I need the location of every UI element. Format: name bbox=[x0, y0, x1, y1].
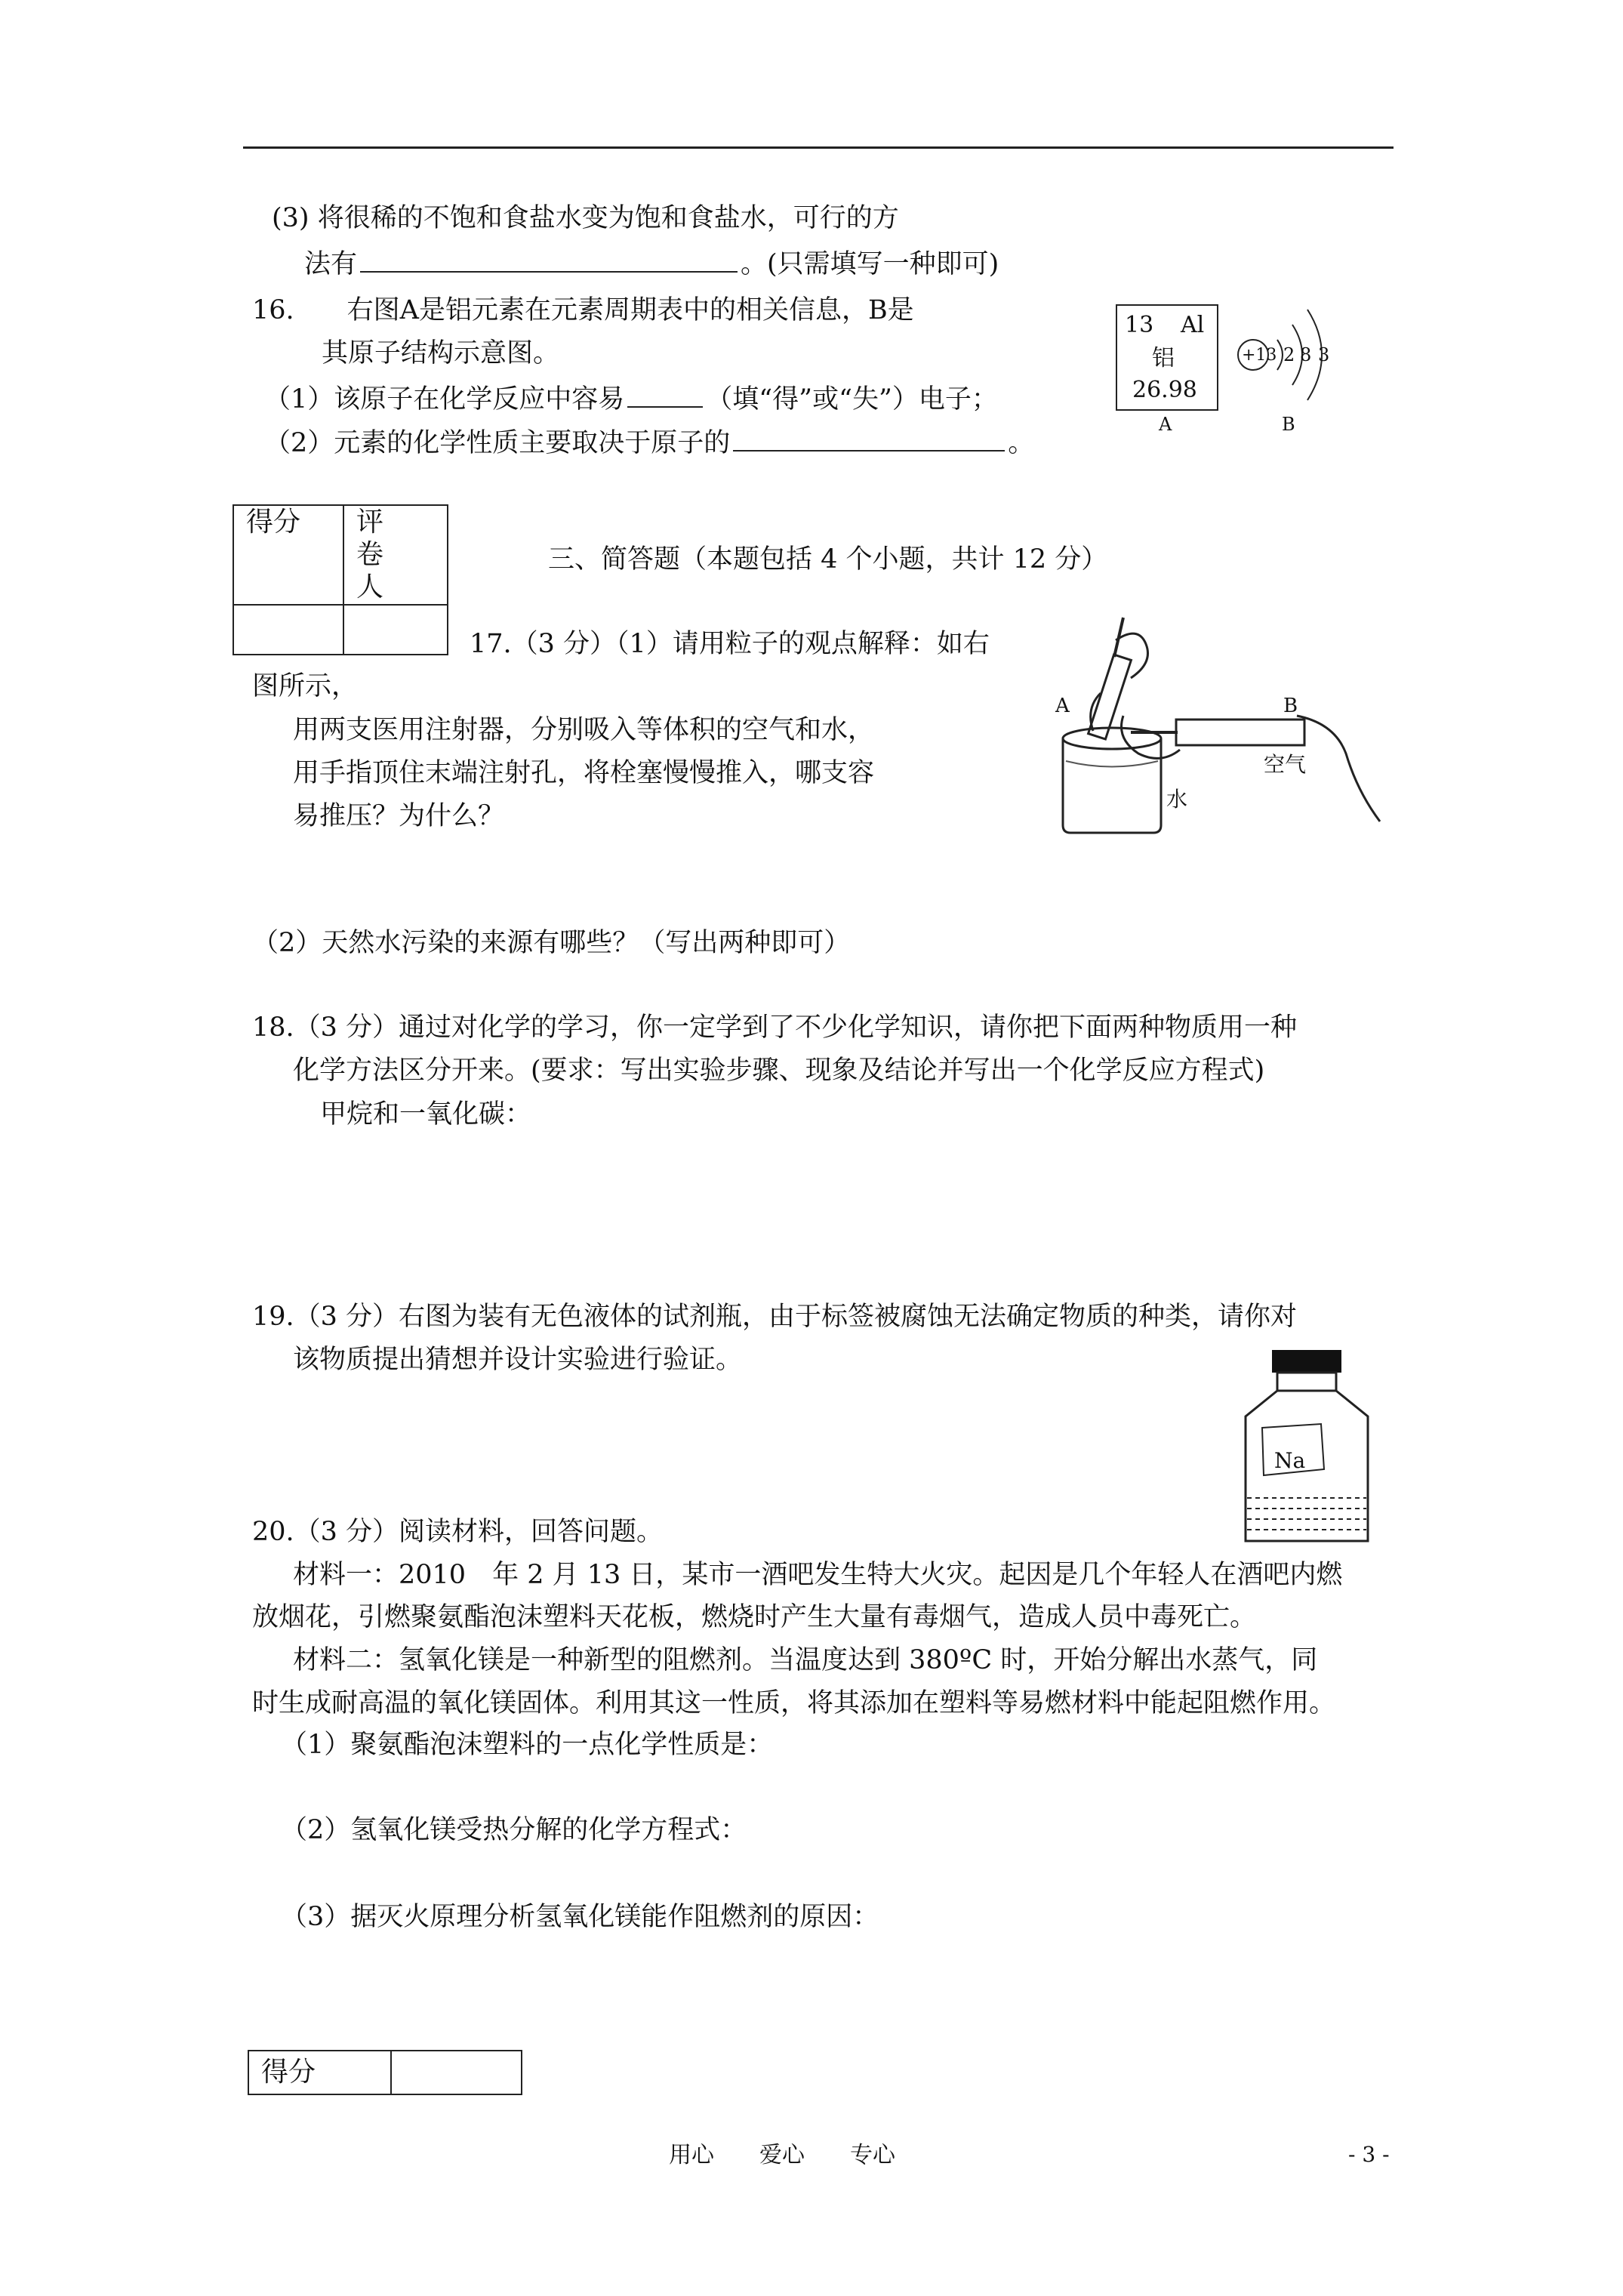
q16-line1: 16. 右图A是铝元素在元素周期表中的相关信息，B是 bbox=[252, 295, 914, 325]
atom-shell-3-electrons: 3 bbox=[1318, 344, 1330, 365]
page-number: - 3 - bbox=[1348, 2142, 1390, 2167]
q16-part2-blank[interactable] bbox=[733, 424, 1005, 451]
q16-part1-blank[interactable] bbox=[627, 381, 703, 408]
score-cell[interactable] bbox=[233, 605, 343, 655]
q20-part3: （3）据灭火原理分析氢氧化镁能作阻燃剂的原因： bbox=[281, 1902, 879, 1932]
bottle-label-text: Na bbox=[1274, 1448, 1306, 1473]
q20-part1: （1）聚氨酯泡沫塑料的一点化学性质是： bbox=[281, 1730, 774, 1760]
syringe-b-barrel bbox=[1176, 720, 1304, 745]
bottle-neck bbox=[1277, 1373, 1336, 1391]
q19-line1: 19.（3 分）右图为装有无色液体的试剂瓶，由于标签被腐蚀无法确定物质的种类，请你对 bbox=[252, 1302, 1298, 1332]
q20-material2-line2: 时生成耐高温的氧化镁固体。利用其这一性质，将其添加在塑料等易燃材料中能起阻燃作用。 bbox=[252, 1688, 1336, 1718]
element-mass: 26.98 bbox=[1132, 377, 1197, 403]
atom-shell-1 bbox=[1277, 340, 1283, 370]
q17-line4: 用手指顶住末端注射孔，将栓塞慢慢推入，哪支容 bbox=[293, 758, 875, 788]
q18-line1: 18.（3 分）通过对化学的学习，你一定学到了不少化学知识，请你把下面两种物质用一种 bbox=[252, 1012, 1298, 1043]
syringe-b-label: B bbox=[1283, 695, 1298, 717]
atom-figure-label: B bbox=[1282, 414, 1295, 435]
grader-cell[interactable] bbox=[343, 605, 448, 655]
atom-shell-2-electrons: 8 bbox=[1300, 344, 1312, 365]
q15-part3-suffix: 。(只需填写一种即可) bbox=[741, 249, 999, 279]
q16-part1-suffix: （填“得”或“失”）电子； bbox=[706, 384, 998, 415]
element-symbol: Al bbox=[1181, 312, 1205, 338]
q16-line2: 其原子结构示意图。 bbox=[322, 338, 560, 368]
q20-material1-line2: 放烟花，引燃聚氨酯泡沫塑料天花板，燃烧时产生大量有毒烟气，造成人员中毒死亡。 bbox=[252, 1602, 1257, 1632]
q17-line5: 易推压？为什么？ bbox=[293, 801, 505, 831]
q17-part2: （2）天然水污染的来源有哪些？（写出两种即可） bbox=[252, 928, 851, 958]
element-figure-label: A bbox=[1159, 414, 1172, 435]
syringe-a-label: A bbox=[1055, 695, 1070, 717]
element-name: 铝 bbox=[1152, 345, 1175, 371]
q16-part2 bbox=[264, 424, 1034, 459]
q19-line2: 该物质提出猜想并设计实验进行验证。 bbox=[293, 1345, 743, 1375]
q16-part1 bbox=[264, 381, 998, 415]
element-number: 13 bbox=[1125, 312, 1154, 338]
score-header-text: 得分 bbox=[246, 507, 301, 538]
score-header-2 bbox=[248, 2051, 391, 2094]
air-label: 空气 bbox=[1264, 752, 1307, 777]
score-header bbox=[233, 505, 343, 605]
q20-material2-line1: 材料二：氢氧化镁是一种新型的阻燃剂。当温度达到 380ºC 时，开始分解出水蒸气，同 bbox=[293, 1645, 1318, 1675]
hand-b-left bbox=[1122, 716, 1181, 758]
q15-part3-prefix: 法有 bbox=[304, 249, 358, 279]
q20-line1: 20.（3 分）阅读材料，回答问题。 bbox=[252, 1517, 664, 1547]
syringe-figure bbox=[1048, 610, 1395, 837]
water-label: 水 bbox=[1166, 787, 1188, 812]
q16-part2-prefix: （2）元素的化学性质主要取决于原子的 bbox=[264, 428, 731, 458]
q15-answer-blank[interactable] bbox=[360, 245, 738, 273]
q15-part3-line1: (3) 将很稀的不饱和食盐水变为饱和食盐水，可行的方 bbox=[272, 203, 899, 233]
q16-part2-suffix: 。 bbox=[1008, 428, 1035, 458]
q16-part1-prefix: （1）该原子在化学反应中容易 bbox=[264, 384, 625, 415]
hand-b-right bbox=[1297, 716, 1380, 821]
hand-a bbox=[1091, 633, 1148, 731]
atom-nucleus-charge: +13 bbox=[1242, 346, 1277, 365]
q18-line2: 化学方法区分开来。(要求：写出实验步骤、现象及结论并写出一个化学反应方程式) bbox=[293, 1056, 1265, 1086]
element-cell bbox=[1116, 304, 1218, 411]
q20-material1-line1: 材料一：2010 年 2 月 13 日，某市一酒吧发生特大火灾。起因是几个年轻人在酒吧内燃 bbox=[293, 1560, 1343, 1590]
reagent-bottle bbox=[1230, 1348, 1381, 1545]
q15-part3-line2 bbox=[304, 245, 999, 280]
bottle-cap bbox=[1272, 1350, 1341, 1373]
footer-motto: 用心 爱心 专心 bbox=[669, 2142, 895, 2168]
syringe-a-barrel bbox=[1089, 655, 1132, 739]
q17-line3: 用两支医用注射器，分别吸入等体积的空气和水， bbox=[293, 715, 875, 745]
q20-part2: （2）氢氧化镁受热分解的化学方程式： bbox=[281, 1815, 747, 1845]
grader-header-line2: 人 bbox=[356, 572, 384, 603]
beaker bbox=[1063, 738, 1161, 833]
q17-line1: 17.（3 分）（1）请用粒子的观点解释：如右 bbox=[470, 629, 990, 659]
score-table-section3 bbox=[233, 504, 448, 655]
section-title: 三、简答题（本题包括 4 个小题，共计 12 分） bbox=[548, 544, 1108, 575]
atom-shell-1-electrons: 2 bbox=[1283, 344, 1295, 365]
grader-header-line1: 评 卷 bbox=[356, 507, 411, 571]
q17-line2: 图所示， bbox=[252, 671, 359, 701]
score-cell-2[interactable] bbox=[391, 2051, 522, 2094]
score-header-2-text: 得分 bbox=[261, 2057, 316, 2088]
beaker-water bbox=[1066, 761, 1158, 767]
grader-header bbox=[343, 505, 448, 605]
q18-line3: 甲烷和一氧化碳： bbox=[320, 1099, 532, 1130]
header-rule bbox=[243, 146, 1394, 149]
score-table-section4 bbox=[248, 2050, 522, 2095]
